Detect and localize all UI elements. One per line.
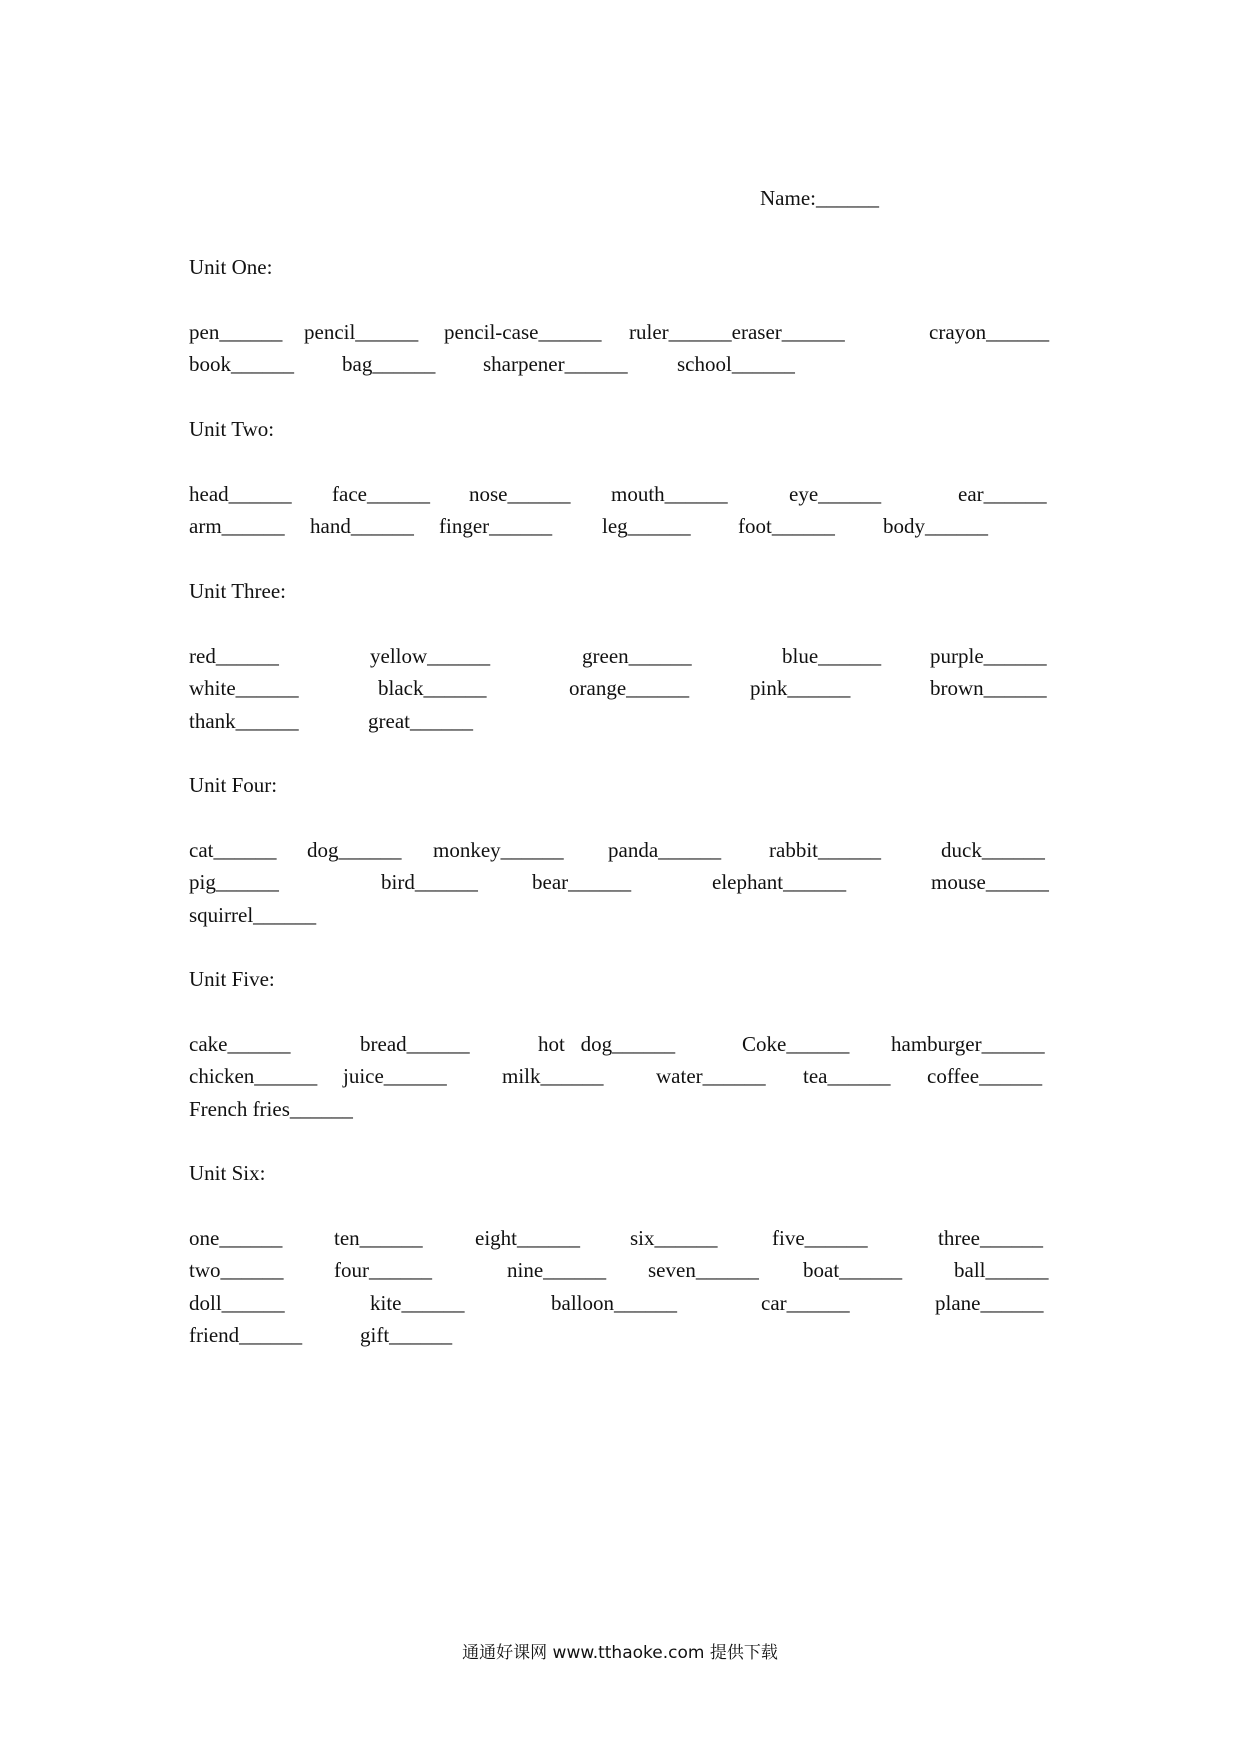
- vocab-item: mouse______: [931, 870, 1049, 894]
- vocab-item: ten______: [334, 1226, 423, 1250]
- vocab-item: pencil______: [304, 320, 419, 344]
- vocab-item: four______: [334, 1258, 432, 1282]
- unit-four-row-1: [189, 838, 1059, 868]
- vocab-item: orange______: [569, 676, 690, 700]
- vocab-item: thank______: [189, 709, 299, 733]
- vocab-item: plane______: [935, 1291, 1044, 1315]
- vocab-item: monkey______: [433, 838, 564, 862]
- name-field-label: Name:______: [760, 186, 879, 210]
- vocab-item: finger______: [439, 514, 553, 538]
- vocab-item: nose______: [469, 482, 571, 506]
- vocab-item: hamburger______: [891, 1032, 1045, 1056]
- vocab-item: coffee______: [927, 1064, 1043, 1088]
- vocab-item: six______: [630, 1226, 718, 1250]
- vocab-item: hot dog______: [538, 1032, 676, 1056]
- unit-six-row-2: [189, 1258, 1059, 1288]
- vocab-item: squirrel______: [189, 903, 317, 927]
- unit-four-row-3: [189, 903, 1059, 933]
- vocab-item: green______: [582, 644, 692, 668]
- unit-six-row-4: [189, 1323, 1059, 1353]
- vocab-item: face______: [332, 482, 430, 506]
- vocab-item: doll______: [189, 1291, 285, 1315]
- vocab-item: rabbit______: [769, 838, 881, 862]
- unit-three-row-1: [189, 644, 1059, 674]
- vocab-item: five______: [772, 1226, 868, 1250]
- vocab-item: dog______: [307, 838, 402, 862]
- vocab-item: body______: [883, 514, 988, 538]
- vocab-item: kite______: [370, 1291, 465, 1315]
- vocab-item: nine______: [507, 1258, 607, 1282]
- vocab-item: book______: [189, 352, 294, 376]
- vocab-item: pink______: [750, 676, 851, 700]
- vocab-item: school______: [677, 352, 795, 376]
- unit-three-title: Unit Three:: [189, 579, 287, 603]
- vocab-item: blue______: [782, 644, 882, 668]
- vocab-item: pig______: [189, 870, 279, 894]
- footer-download-note: 通通好课网 www.tthaoke.com 提供下载: [462, 1643, 778, 1663]
- unit-one-row-1: [189, 320, 1059, 350]
- unit-five-row-3: [189, 1097, 1059, 1127]
- vocab-item: boat______: [803, 1258, 903, 1282]
- unit-three-row-3: [189, 709, 1059, 739]
- vocab-item: balloon______: [551, 1291, 677, 1315]
- vocab-item: eye______: [789, 482, 882, 506]
- vocab-item: hand______: [310, 514, 414, 538]
- vocab-item: bag______: [342, 352, 436, 376]
- vocab-item: panda______: [608, 838, 722, 862]
- vocab-item: crayon______: [929, 320, 1050, 344]
- vocab-item: yellow______: [370, 644, 491, 668]
- vocab-item: French fries______: [189, 1097, 353, 1121]
- vocab-item: cat______: [189, 838, 277, 862]
- vocab-item: milk______: [502, 1064, 604, 1088]
- vocab-item: red______: [189, 644, 279, 668]
- vocab-item: elephant______: [712, 870, 847, 894]
- unit-one-title: Unit One:: [189, 255, 273, 279]
- unit-five-row-2: [189, 1064, 1059, 1094]
- vocab-item: cake______: [189, 1032, 291, 1056]
- vocab-item: tea______: [803, 1064, 891, 1088]
- vocab-item: black______: [378, 676, 487, 700]
- vocab-item: bread______: [360, 1032, 470, 1056]
- unit-five-title: Unit Five:: [189, 967, 275, 991]
- vocab-item: sharpener______: [483, 352, 628, 376]
- unit-three-row-2: [189, 676, 1059, 706]
- vocab-item: juice______: [343, 1064, 447, 1088]
- vocab-item: water______: [656, 1064, 766, 1088]
- vocab-item: mouth______: [611, 482, 728, 506]
- unit-five-row-1: [189, 1032, 1059, 1062]
- unit-four-title: Unit Four:: [189, 773, 278, 797]
- vocab-item: ruler______eraser______: [629, 320, 845, 344]
- vocab-item: friend______: [189, 1323, 303, 1347]
- vocab-item: Coke______: [742, 1032, 850, 1056]
- vocab-item: brown______: [930, 676, 1047, 700]
- vocab-item: pencil-case______: [444, 320, 602, 344]
- unit-two-row-1: [189, 482, 1059, 512]
- vocab-item: seven______: [648, 1258, 759, 1282]
- vocab-item: bird______: [381, 870, 478, 894]
- unit-six-title: Unit Six:: [189, 1161, 266, 1185]
- vocab-item: chicken______: [189, 1064, 318, 1088]
- vocab-item: purple______: [930, 644, 1047, 668]
- unit-four-row-2: [189, 870, 1059, 900]
- vocab-item: foot______: [738, 514, 835, 538]
- unit-two-row-2: [189, 514, 1059, 544]
- vocab-item: pen______: [189, 320, 283, 344]
- vocab-item: leg______: [602, 514, 691, 538]
- vocab-item: duck______: [941, 838, 1045, 862]
- vocab-item: bear______: [532, 870, 632, 894]
- vocab-item: ear______: [958, 482, 1047, 506]
- vocab-item: three______: [938, 1226, 1043, 1250]
- vocab-item: arm______: [189, 514, 285, 538]
- unit-one-row-2: [189, 352, 1059, 382]
- vocab-item: gift______: [360, 1323, 453, 1347]
- vocab-item: one______: [189, 1226, 283, 1250]
- unit-six-row-1: [189, 1226, 1059, 1256]
- vocab-item: great______: [368, 709, 473, 733]
- unit-two-title: Unit Two:: [189, 417, 275, 441]
- vocab-item: car______: [761, 1291, 850, 1315]
- vocab-item: white______: [189, 676, 299, 700]
- vocab-item: eight______: [475, 1226, 580, 1250]
- vocab-item: head______: [189, 482, 292, 506]
- vocab-item: two______: [189, 1258, 284, 1282]
- unit-six-row-3: [189, 1291, 1059, 1321]
- vocab-item: ball______: [954, 1258, 1049, 1282]
